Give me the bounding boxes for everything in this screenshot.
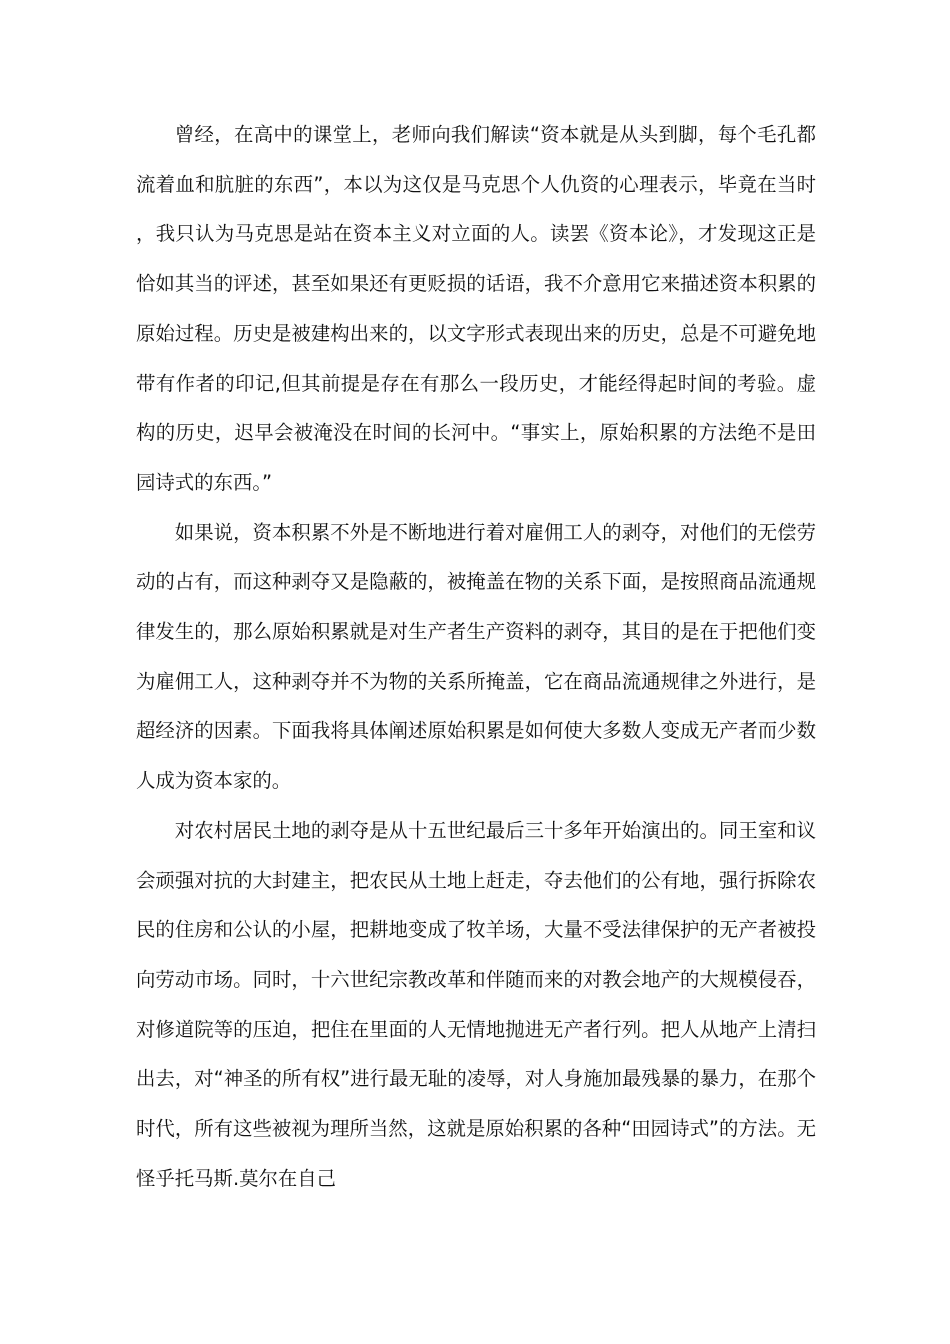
body-text: [136, 110, 816, 1203]
paragraph-1: 曾经，在高中的课堂上，老师向我们解读“资本就是从头到脚，每个毛孔都流着血和肮脏的东西”，本以为这仅是马克思个人仇资的心理表示，毕竟在当时，我只认为马克思是站在资本主义对立面的人。读罢《资本论》，才发现这正是恰如其当的评述，甚至如果还有更贬损的话语，我不介意用它来描述资本积累的原始过程。历史是被建构出来的，以文字形式表现出来的历史，总是不可避免地带有作者的印记,但其前提是存在有那么一段历史，才能经得起时间的考验。虚构的历史，迟早会被淹没在时间的长河中。“事实上，原始积累的方法绝不是田园诗式的东西。”: [136, 123, 816, 494]
paragraph-3: 对农村居民土地的剥夺是从十五世纪最后三十多年开始演出的。同王室和议会顽强对抗的大封建主，把农民从土地上赶走，夺去他们的公有地，强行拆除农民的住房和公认的小屋，把耕地变成了牧羊场，大量不受法律保护的无产者被投向劳动市场。同时，十六世纪宗教改革和伴随而来的对教会地产的大规模侵吞，对修道院等的压迫，把住在里面的人无情地抛进无产者行列。把人从地产上清扫出去，对“神圣的所有权”进行最无耻的凌辱，对人身施加最残暴的暴力，在那个时代，所有这些被视为理所当然，这就是原始积累的各种“田园诗式”的方法。无怪乎托马斯.莫尔在自己: [136, 818, 816, 1190]
paragraph-2: 如果说，资本积累不外是不断地进行着对雇佣工人的剥夺，对他们的无偿劳动的占有，而这种剥夺又是隐蔽的，被掩盖在物的关系下面，是按照商品流通规律发生的，那么原始积累就是对生产者生产资料的剥夺，其目的是在于把他们变为雇佣工人，这种剥夺并不为物的关系所掩盖，它在商品流通规律之外进行，是超经济的因素。下面我将具体阐述原始积累是如何使大多数人变成无产者而少数人成为资本家的。: [136, 520, 816, 793]
